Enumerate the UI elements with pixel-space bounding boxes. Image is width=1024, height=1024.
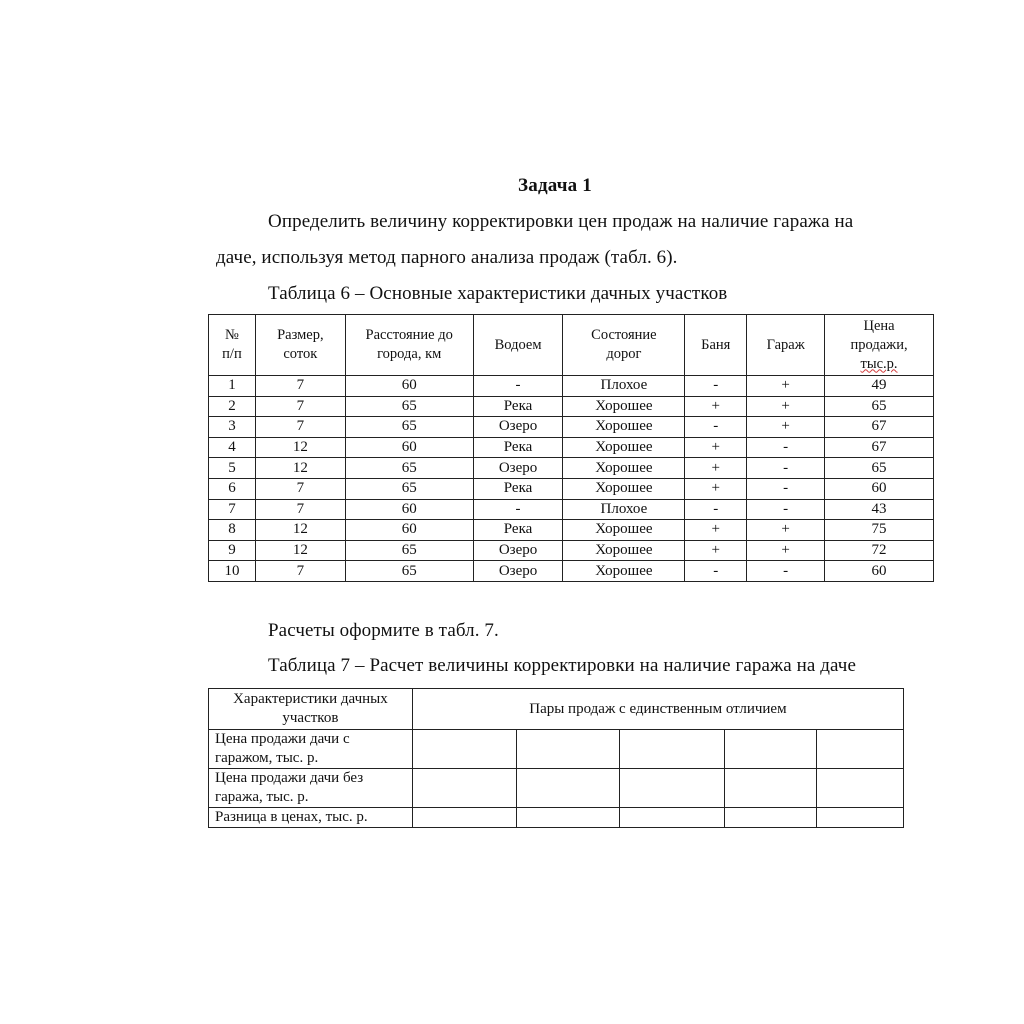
cell-size: 12 xyxy=(255,437,345,458)
table7-cell[interactable] xyxy=(725,730,817,769)
header-distance xyxy=(345,315,473,376)
cell-num: 1 xyxy=(209,376,256,397)
header-distance-line-1: Расстояние до xyxy=(365,327,453,343)
cell-size: 7 xyxy=(255,561,345,582)
header-price xyxy=(825,315,934,376)
table-row xyxy=(209,499,934,520)
table7-cell[interactable] xyxy=(725,808,817,828)
table7-cell[interactable] xyxy=(516,730,620,769)
cell-bath: + xyxy=(685,478,747,499)
cell-num: 8 xyxy=(209,520,256,541)
header-num xyxy=(209,315,256,376)
cell-road: Хорошее xyxy=(563,478,685,499)
table7-header-characteristics-line-1: Характеристики дачных xyxy=(233,691,388,707)
table7-row-label-without-garage-line-1: Цена продажи дачи без xyxy=(215,770,364,786)
table7-cell[interactable] xyxy=(725,769,817,808)
table7-cell[interactable] xyxy=(817,730,904,769)
cell-road: Хорошее xyxy=(563,396,685,417)
header-price-line-2: продажи, xyxy=(850,336,908,353)
cell-road: Плохое xyxy=(563,499,685,520)
table7-header-characteristics xyxy=(209,689,413,730)
table6-header-row xyxy=(209,315,934,376)
table7-header-row xyxy=(209,689,904,730)
header-size xyxy=(255,315,345,376)
header-garage-label: Гараж xyxy=(766,336,805,353)
header-road-line-2: дорог xyxy=(606,346,642,362)
cell-dist: 60 xyxy=(345,499,473,520)
table7-row-without-garage xyxy=(209,769,904,808)
table7-header-pairs: Пары продаж с единственным отличием xyxy=(412,689,903,730)
cell-water: Озеро xyxy=(473,540,563,561)
cell-road: Хорошее xyxy=(563,561,685,582)
cell-water: Река xyxy=(473,396,563,417)
table7-row-difference xyxy=(209,808,904,828)
cell-bath: + xyxy=(685,540,747,561)
table7-caption: Таблица 7 – Расчет величины корректировки на наличие гаража на даче xyxy=(268,655,856,676)
table7-cell[interactable] xyxy=(817,769,904,808)
cell-garage: + xyxy=(747,520,825,541)
header-garage xyxy=(747,315,825,376)
cell-road: Хорошее xyxy=(563,458,685,479)
table7-cell[interactable] xyxy=(516,808,620,828)
table7-row-label-with-garage-line-1: Цена продажи дачи с xyxy=(215,731,350,747)
table6-body xyxy=(209,376,934,582)
table7-cell[interactable] xyxy=(412,808,516,828)
table-7 xyxy=(208,688,904,828)
header-road-line-1: Состояние xyxy=(591,327,657,343)
table-row xyxy=(209,396,934,417)
cell-price: 67 xyxy=(825,437,934,458)
cell-bath: + xyxy=(685,520,747,541)
cell-dist: 65 xyxy=(345,417,473,438)
cell-price: 43 xyxy=(825,499,934,520)
table7-row-with-garage xyxy=(209,730,904,769)
header-size-line-2: соток xyxy=(283,346,318,362)
cell-garage: - xyxy=(747,458,825,479)
cell-size: 7 xyxy=(255,417,345,438)
cell-price: 60 xyxy=(825,478,934,499)
cell-water: Река xyxy=(473,478,563,499)
cell-price: 75 xyxy=(825,520,934,541)
cell-garage: - xyxy=(747,499,825,520)
header-bath xyxy=(685,315,747,376)
cell-bath: - xyxy=(685,376,747,397)
table7-row-label-difference: Разница в ценах, тыс. р. xyxy=(209,808,413,828)
cell-num: 2 xyxy=(209,396,256,417)
header-distance-line-2: города, км xyxy=(377,346,442,362)
table7-row-label-without-garage xyxy=(209,769,413,808)
cell-bath: + xyxy=(685,458,747,479)
cell-dist: 65 xyxy=(345,540,473,561)
cell-water: - xyxy=(473,499,563,520)
cell-garage: + xyxy=(747,417,825,438)
table7-cell[interactable] xyxy=(620,808,725,828)
cell-num: 9 xyxy=(209,540,256,561)
cell-bath: - xyxy=(685,561,747,582)
table6-caption: Таблица 6 – Основные характеристики дачных участков xyxy=(268,283,728,304)
cell-price: 65 xyxy=(825,396,934,417)
cell-size: 7 xyxy=(255,376,345,397)
cell-water: Озеро xyxy=(473,561,563,582)
task-text-line-2: даче, используя метод парного анализа продаж (табл. 6). xyxy=(216,247,678,268)
table7-cell[interactable] xyxy=(412,730,516,769)
calc-note: Расчеты оформите в табл. 7. xyxy=(268,620,499,641)
table7-cell[interactable] xyxy=(620,730,725,769)
table-row xyxy=(209,417,934,438)
table7-cell[interactable] xyxy=(817,808,904,828)
table7-header-characteristics-line-2: участков xyxy=(282,710,339,726)
table7-row-label-with-garage xyxy=(209,730,413,769)
table-row xyxy=(209,437,934,458)
cell-garage: + xyxy=(747,396,825,417)
cell-size: 7 xyxy=(255,396,345,417)
cell-road: Хорошее xyxy=(563,540,685,561)
cell-water: Озеро xyxy=(473,417,563,438)
cell-water: Река xyxy=(473,520,563,541)
cell-size: 12 xyxy=(255,520,345,541)
cell-garage: + xyxy=(747,540,825,561)
cell-road: Плохое xyxy=(563,376,685,397)
cell-price: 65 xyxy=(825,458,934,479)
header-num-line-1: № xyxy=(225,327,239,343)
cell-road: Хорошее xyxy=(563,437,685,458)
cell-num: 10 xyxy=(209,561,256,582)
cell-bath: + xyxy=(685,396,747,417)
cell-num: 4 xyxy=(209,437,256,458)
cell-water: Озеро xyxy=(473,458,563,479)
table-row xyxy=(209,520,934,541)
cell-dist: 60 xyxy=(345,376,473,397)
cell-price: 49 xyxy=(825,376,934,397)
table7-cell[interactable] xyxy=(516,769,620,808)
table-row xyxy=(209,458,934,479)
table-row xyxy=(209,376,934,397)
cell-num: 7 xyxy=(209,499,256,520)
cell-size: 12 xyxy=(255,540,345,561)
cell-bath: - xyxy=(685,417,747,438)
cell-price: 67 xyxy=(825,417,934,438)
cell-size: 12 xyxy=(255,458,345,479)
cell-bath: - xyxy=(685,499,747,520)
header-bath-label: Баня xyxy=(701,336,731,353)
cell-bath: + xyxy=(685,437,747,458)
cell-num: 3 xyxy=(209,417,256,438)
cell-dist: 65 xyxy=(345,396,473,417)
cell-garage: + xyxy=(747,376,825,397)
cell-num: 5 xyxy=(209,458,256,479)
cell-size: 7 xyxy=(255,478,345,499)
header-price-line-1: Цена xyxy=(863,317,895,334)
table-6 xyxy=(208,314,934,582)
cell-dist: 65 xyxy=(345,478,473,499)
cell-garage: - xyxy=(747,561,825,582)
table7-row-label-without-garage-line-2: гаража, тыс. р. xyxy=(215,789,309,805)
cell-garage: - xyxy=(747,478,825,499)
table7-row-label-with-garage-line-2: гаражом, тыс. р. xyxy=(215,750,319,766)
header-price-line-3: тыс.р. xyxy=(860,355,898,372)
table-row xyxy=(209,540,934,561)
header-size-line-1: Размер, xyxy=(277,327,324,343)
header-road xyxy=(563,315,685,376)
cell-water: - xyxy=(473,376,563,397)
table-row xyxy=(209,561,934,582)
table7-cell[interactable] xyxy=(620,769,725,808)
task-title: Задача 1 xyxy=(518,175,592,196)
cell-water: Река xyxy=(473,437,563,458)
cell-price: 60 xyxy=(825,561,934,582)
cell-dist: 65 xyxy=(345,561,473,582)
cell-price: 72 xyxy=(825,540,934,561)
cell-road: Хорошее xyxy=(563,520,685,541)
header-num-line-2: п/п xyxy=(222,346,242,362)
header-water xyxy=(473,315,563,376)
cell-dist: 65 xyxy=(345,458,473,479)
task-text-line-1: Определить величину корректировки цен продаж на наличие гаража на xyxy=(268,211,854,232)
cell-garage: - xyxy=(747,437,825,458)
table-row xyxy=(209,478,934,499)
cell-dist: 60 xyxy=(345,437,473,458)
cell-dist: 60 xyxy=(345,520,473,541)
cell-size: 7 xyxy=(255,499,345,520)
table7-cell[interactable] xyxy=(412,769,516,808)
cell-num: 6 xyxy=(209,478,256,499)
cell-road: Хорошее xyxy=(563,417,685,438)
header-water-label: Водоем xyxy=(494,336,542,353)
